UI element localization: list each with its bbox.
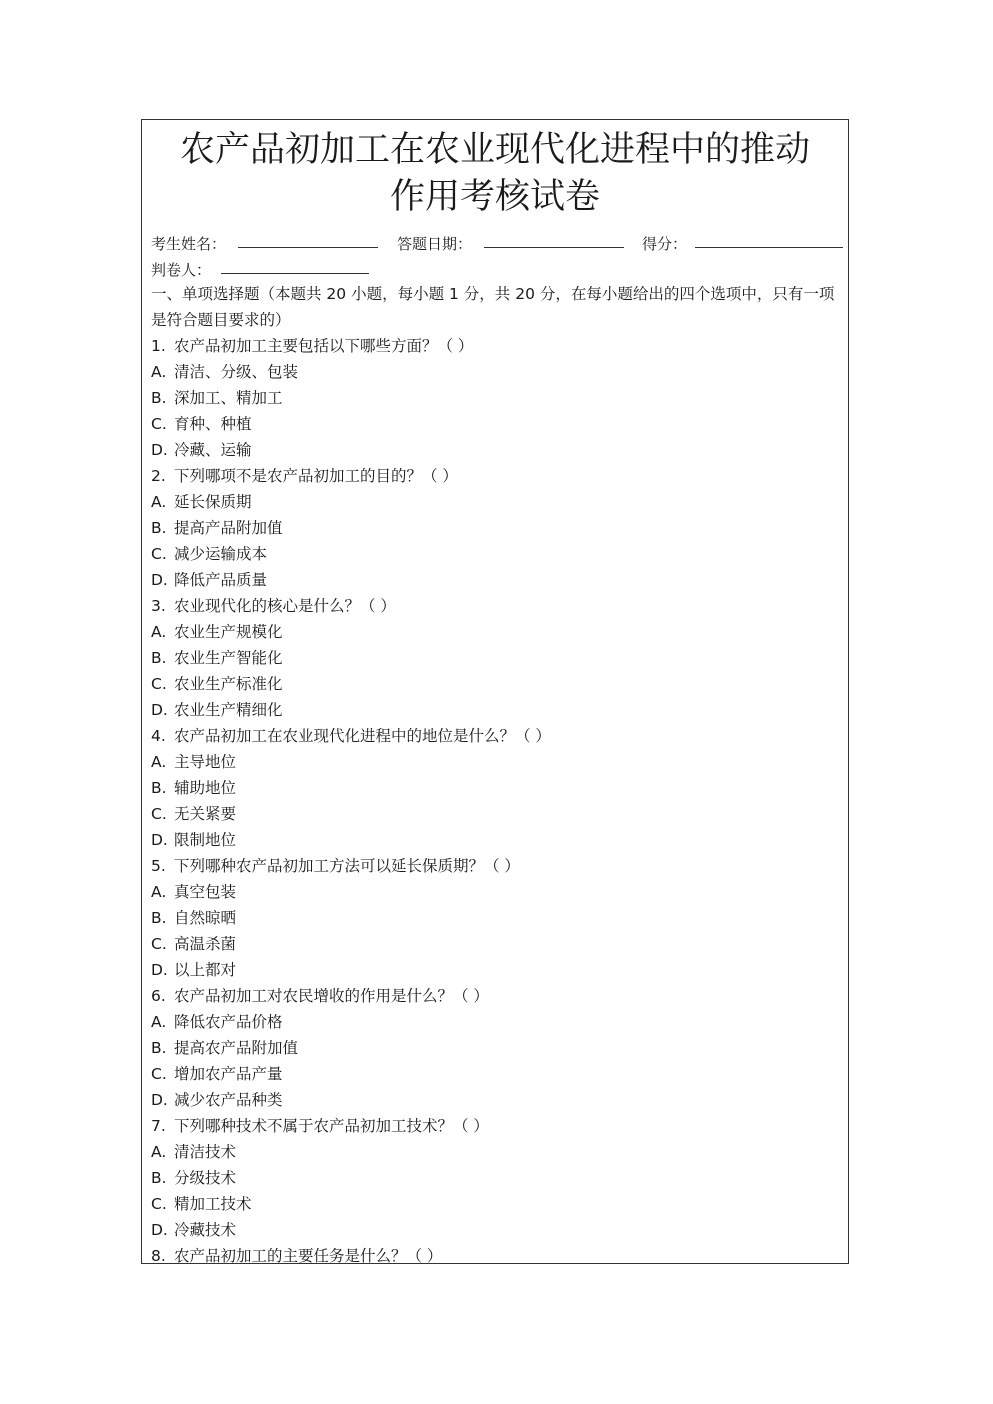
grader-row: [142, 255, 848, 281]
date-label: 答题日期：: [397, 235, 473, 253]
option-d[interactable]: [151, 827, 840, 853]
option-c[interactable]: [151, 541, 840, 567]
option-letter: C.: [151, 935, 167, 953]
option-text: 限制地位: [174, 831, 237, 849]
option-text: 分级技术: [174, 1169, 237, 1187]
option-letter: C.: [151, 805, 167, 823]
option-letter: C.: [151, 1195, 167, 1213]
option-text: 农业生产规模化: [174, 623, 283, 641]
option-text: 以上都对: [174, 961, 237, 979]
option-letter: A.: [151, 883, 167, 901]
option-letter: A.: [151, 1143, 167, 1161]
option-letter: D.: [151, 701, 168, 719]
option-text: 农业生产智能化: [174, 649, 283, 667]
option-letter: B.: [151, 389, 167, 407]
option-text: 清洁技术: [174, 1143, 237, 1161]
grader-blank[interactable]: [221, 255, 369, 274]
option-letter: D.: [151, 1221, 168, 1239]
option-letter: A.: [151, 363, 167, 381]
option-text: 降低产品质量: [174, 571, 268, 589]
option-c[interactable]: [151, 1061, 840, 1087]
option-text: 提高农产品附加值: [174, 1039, 299, 1057]
question-text: 农产品初加工主要包括以下哪些方面？（ ）: [174, 337, 474, 355]
question-text: 下列哪项不是农产品初加工的目的？（ ）: [174, 467, 458, 485]
name-label: 考生姓名：: [151, 235, 227, 253]
option-text: 自然晾晒: [174, 909, 237, 927]
option-text: 降低农产品价格: [174, 1013, 283, 1031]
date-blank[interactable]: [484, 229, 624, 248]
option-c[interactable]: [151, 1191, 840, 1217]
option-letter: D.: [151, 961, 168, 979]
question-text: 农产品初加工对农民增收的作用是什么？（ ）: [174, 987, 489, 1005]
option-letter: A.: [151, 753, 167, 771]
question-2: [151, 463, 840, 489]
question-text: 农产品初加工的主要任务是什么？（ ）: [174, 1247, 443, 1264]
option-d[interactable]: [151, 437, 840, 463]
option-letter: D.: [151, 571, 168, 589]
option-text: 农业生产精细化: [174, 701, 283, 719]
option-b[interactable]: [151, 385, 840, 411]
option-b[interactable]: [151, 905, 840, 931]
question-number: 2.: [151, 467, 166, 485]
question-number: 4.: [151, 727, 166, 745]
question-number: 3.: [151, 597, 166, 615]
option-b[interactable]: [151, 1035, 840, 1061]
option-d[interactable]: [151, 567, 840, 593]
option-a[interactable]: [151, 359, 840, 385]
option-b[interactable]: [151, 775, 840, 801]
option-c[interactable]: [151, 411, 840, 437]
option-text: 农业生产标准化: [174, 675, 283, 693]
question-body: [142, 281, 848, 1264]
question-8: [151, 1243, 840, 1264]
option-letter: B.: [151, 779, 167, 797]
option-letter: A.: [151, 623, 167, 641]
exam-title: [142, 127, 848, 221]
option-letter: A.: [151, 1013, 167, 1031]
option-text: 提高产品附加值: [174, 519, 283, 537]
question-number: 5.: [151, 857, 166, 875]
option-a[interactable]: [151, 1139, 840, 1165]
option-text: 减少农产品种类: [174, 1091, 283, 1109]
option-c[interactable]: [151, 671, 840, 697]
exam-title-line-2: 作用考核试卷: [389, 177, 600, 217]
option-text: 高温杀菌: [174, 935, 237, 953]
question-text: 农业现代化的核心是什么？（ ）: [174, 597, 396, 615]
option-text: 减少运输成本: [174, 545, 268, 563]
option-letter: B.: [151, 649, 167, 667]
question-text: 下列哪种农产品初加工方法可以延长保质期？（ ）: [174, 857, 520, 875]
option-text: 冷藏技术: [174, 1221, 237, 1239]
option-letter: C.: [151, 415, 167, 433]
option-text: 育种、种植: [174, 415, 252, 433]
question-number: 1.: [151, 337, 166, 355]
option-text: 主导地位: [174, 753, 237, 771]
option-a[interactable]: [151, 879, 840, 905]
option-d[interactable]: [151, 957, 840, 983]
option-b[interactable]: [151, 1165, 840, 1191]
question-6: [151, 983, 840, 1009]
option-b[interactable]: [151, 515, 840, 541]
option-letter: B.: [151, 1039, 167, 1057]
question-3: [151, 593, 840, 619]
exam-sheet: [141, 119, 849, 1264]
question-text: 农产品初加工在农业现代化进程中的地位是什么？（ ）: [174, 727, 551, 745]
option-d[interactable]: [151, 697, 840, 723]
name-blank[interactable]: [238, 229, 378, 248]
option-text: 延长保质期: [174, 493, 252, 511]
section-heading: 一、单项选择题（本题共 20 小题，每小题 1 分，共 20 分，在每小题给出的四个选项中，只有一项是符合题目要求的）: [151, 285, 835, 329]
option-a[interactable]: [151, 619, 840, 645]
option-letter: D.: [151, 1091, 168, 1109]
question-4: [151, 723, 840, 749]
option-text: 清洁、分级、包装: [174, 363, 299, 381]
option-text: 深加工、精加工: [174, 389, 283, 407]
question-7: [151, 1113, 840, 1139]
option-letter: C.: [151, 675, 167, 693]
candidate-info-row: [142, 229, 848, 255]
option-a[interactable]: [151, 749, 840, 775]
score-label: 得分：: [642, 235, 688, 253]
option-d[interactable]: [151, 1087, 840, 1113]
option-text: 真空包装: [174, 883, 237, 901]
option-text: 冷藏、运输: [174, 441, 252, 459]
option-b[interactable]: [151, 645, 840, 671]
option-text: 精加工技术: [174, 1195, 252, 1213]
question-number: 7.: [151, 1117, 166, 1135]
exam-title-line-1: 农产品初加工在农业现代化进程中的推动: [179, 130, 810, 170]
option-text: 辅助地位: [174, 779, 237, 797]
option-letter: D.: [151, 441, 168, 459]
option-a[interactable]: [151, 1009, 840, 1035]
option-c[interactable]: [151, 801, 840, 827]
option-letter: C.: [151, 545, 167, 563]
option-letter: B.: [151, 1169, 167, 1187]
question-5: [151, 853, 840, 879]
option-text: 增加农产品产量: [174, 1065, 283, 1083]
option-d[interactable]: [151, 1217, 840, 1243]
option-letter: A.: [151, 493, 167, 511]
question-number: 8.: [151, 1247, 166, 1264]
question-number: 6.: [151, 987, 166, 1005]
option-letter: C.: [151, 1065, 167, 1083]
option-letter: D.: [151, 831, 168, 849]
option-letter: B.: [151, 909, 167, 927]
question-text: 下列哪种技术不属于农产品初加工技术？（ ）: [174, 1117, 489, 1135]
option-a[interactable]: [151, 489, 840, 515]
question-1: [151, 333, 840, 359]
option-text: 无关紧要: [174, 805, 237, 823]
grader-label: 判卷人：: [151, 261, 212, 279]
option-letter: B.: [151, 519, 167, 537]
score-blank[interactable]: [695, 229, 843, 248]
option-c[interactable]: [151, 931, 840, 957]
